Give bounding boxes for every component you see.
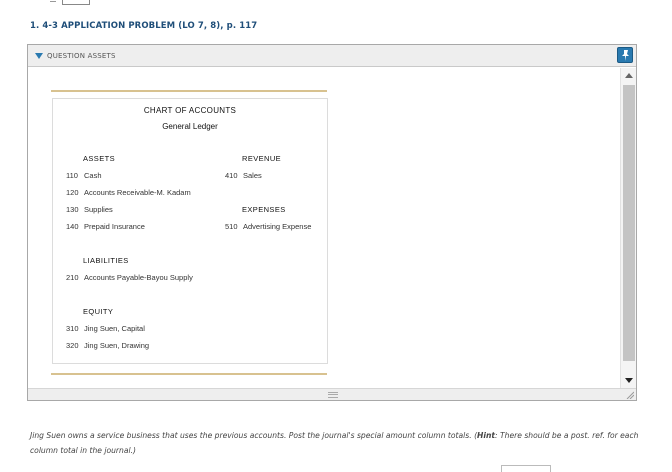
drag-handle-icon[interactable] [328, 392, 338, 398]
account-name: Jing Suen, Capital [84, 324, 145, 333]
expenses-heading: EXPENSES [242, 205, 286, 214]
pushpin-icon [621, 50, 630, 61]
account-name: Sales [243, 171, 262, 180]
scroll-up-arrow-icon[interactable] [625, 73, 633, 78]
assets-heading: ASSETS [83, 154, 115, 163]
account-row [66, 171, 102, 180]
account-row [66, 188, 191, 197]
account-number: 310 [66, 324, 79, 333]
assets-scroll-area[interactable] [28, 68, 636, 388]
top-answer-box[interactable] [62, 0, 90, 5]
instructions-part-1: Jing Suen owns a service business that uses the previous accounts. Post the journal's special amount column totals. ( [30, 431, 478, 440]
liabilities-heading: LIABILITIES [83, 256, 129, 265]
gold-divider-top [51, 90, 327, 92]
gold-divider-bottom [51, 373, 327, 375]
account-row [66, 222, 145, 231]
account-row [66, 273, 193, 282]
account-number: 320 [66, 341, 79, 350]
equity-heading: EQUITY [83, 307, 114, 316]
account-name: Supplies [84, 205, 113, 214]
scrollbar-thumb[interactable] [623, 85, 635, 361]
account-name: Accounts Receivable-M. Kadam [84, 188, 191, 197]
vertical-scrollbar[interactable] [620, 68, 636, 388]
account-number: 110 [66, 171, 78, 180]
account-name: Advertising Expense [243, 222, 312, 231]
top-tick-mark [50, 0, 56, 2]
panel-title: QUESTION ASSETS [47, 52, 116, 60]
instructions-part-2: : There should be a post. ref. for each column total in the journal.) [30, 431, 639, 455]
account-number: 120 [66, 188, 79, 197]
panel-resize-bar[interactable] [28, 388, 636, 400]
hint-label: Hint [477, 431, 496, 440]
account-number: 510 [225, 222, 238, 231]
scroll-down-arrow-icon[interactable] [625, 378, 633, 383]
account-row [66, 324, 145, 333]
coa-subtitle: General Ledger [162, 122, 218, 131]
account-name: Cash [84, 171, 102, 180]
answer-input-box[interactable] [501, 465, 551, 472]
panel-header[interactable] [28, 45, 636, 67]
account-row [66, 205, 113, 214]
instructions-text [30, 428, 640, 458]
account-number: 140 [66, 222, 79, 231]
collapse-triangle-icon[interactable] [35, 53, 43, 59]
account-row [225, 222, 311, 231]
coa-title: CHART OF ACCOUNTS [143, 106, 237, 115]
account-name: Accounts Payable-Bayou Supply [84, 273, 193, 282]
problem-title: 1. 4-3 APPLICATION PROBLEM (LO 7, 8), p. 117 [30, 21, 258, 31]
resize-grip-icon[interactable] [626, 391, 634, 399]
account-number: 410 [225, 171, 238, 180]
chart-of-accounts [52, 98, 328, 364]
pin-button[interactable] [617, 47, 633, 63]
question-assets-panel [27, 44, 637, 401]
account-name: Prepaid Insurance [84, 222, 145, 231]
account-row [66, 341, 149, 350]
account-row [225, 171, 262, 180]
revenue-heading: REVENUE [242, 154, 282, 163]
account-number: 130 [66, 205, 79, 214]
account-name: Jing Suen, Drawing [84, 341, 150, 350]
account-number: 210 [66, 273, 79, 282]
